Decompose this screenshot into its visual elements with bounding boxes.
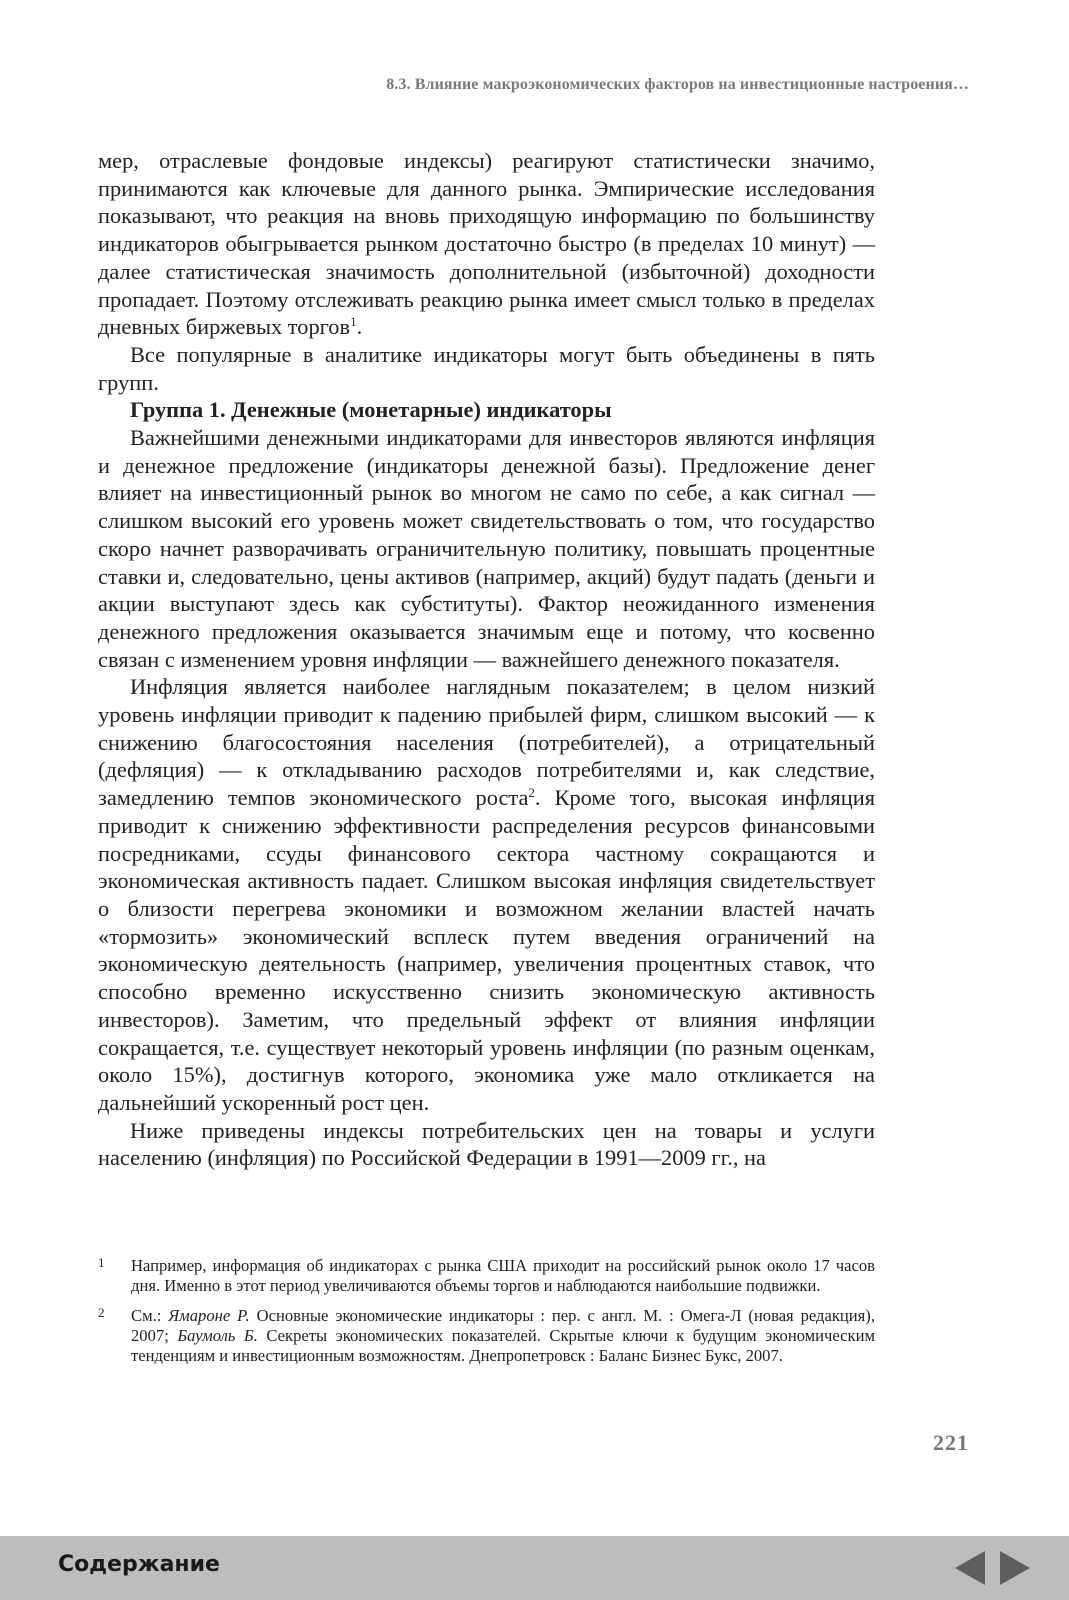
paragraph: Ниже приведены индексы потребительских цен на товары и услуги населению (инфляция) по Российской Федерации в 1991—2009 гг., на <box>98 1117 875 1171</box>
paragraph: Инфляция является наиболее наглядным показателем; в целом низкий уровень инфляции приводит к падению прибылей фирм, слишком высокий — к снижению благосостояния населения (потребителей), а отрицательный (дефляция) — к откладыванию расходов потребителями и, как следствие, замедлению темпов экономического роста$^2$. Кроме того, высокая инфляция приводит к снижению эффективности распределения ресурсов финансовыми посредниками, ссуды финансового сектора частному сокращаются и экономическая активность падает. Слишком высокая инфляция свидетельствует о близости перегрева экономики и возможном желании властей начать «тормозить» экономический всплеск путем введения ограничений на экономическую деятельность (например, увеличения процентных ставок, что способно временно искусственно снизить экономическую активность инвесторов). Заметим, что предельный эффект от влияния инфляции сокращается, т.е. существует некоторый уровень инфляции (по разным оценкам, около 15%), достигнув которого, экономика уже мало откликается на дальнейший ускоренный рост цен. <box>98 674 875 1115</box>
paragraph: Важнейшими денежными индикаторами для инвесторов являются инфляция и денежное предложение (индикаторы денежной базы). Предложение денег влияет на инвестиционный рынок во многом не само по себе, а как сигнал — слишком высокий его уровень может свидетельствовать о том, что государство скоро начнет разворачивать ограничительную политику, повышать процентные ставки и, следовательно, цены активов (например, акций) будут падать (деньги и акции выступают здесь как субституты). Фактор неожиданного изменения денежного предложения оказывается значимым еще и потому, что косвенно связан с изменением уровня инфляции — важнейшего денежного показателя. <box>98 425 875 672</box>
author-name: Ямароне Р. <box>168 1306 250 1325</box>
page-number: 221 <box>933 1430 969 1455</box>
body-text <box>98 147 875 1172</box>
footnote-2: 2 См.: Ямароне Р. Основные экономические индикаторы : пер. с англ. М. : Омега-Л (новая редакция), 2007; Баумоль Б. Секреты экономических показателей. Скрытые ключи к будущим экономическим тенденциям и инвестиционным возможностям. Днепропетровск : Баланс Бизнес Букс, 2007. <box>98 1305 875 1365</box>
paragraph: Все популярные в аналитике индикаторы могут быть объединены в пять групп. <box>98 341 875 395</box>
section-heading: Группа 1. Денежные (монетарные) индикаторы <box>130 397 612 423</box>
footnotes <box>98 1256 875 1376</box>
footnote-mark: 1 <box>98 1255 105 1270</box>
next-page-icon[interactable] <box>1000 1551 1030 1585</box>
footnote-mark: 2 <box>98 1305 105 1320</box>
footnote-1 <box>98 1256 875 1296</box>
footnote-text: Например, информация об индикаторах с рынка США приходит на российский рынок около 17 часов дня. Именно в этот период увеличиваются объемы торгов и наблюдаются наибольшие подвижки. <box>131 1256 875 1295</box>
footnote-ref-2[interactable]: 2 <box>528 785 535 801</box>
running-head-title: 8.3. Влияние макроэкономических факторов на инвестиционные настроения… <box>386 76 969 93</box>
contents-button[interactable]: Содержание <box>58 1552 220 1577</box>
navigation-bar <box>0 1536 1069 1600</box>
previous-page-icon[interactable] <box>955 1551 985 1585</box>
footnote-ref-1[interactable]: 1 <box>350 314 357 330</box>
paragraph-continued: мер, отраслевые фондовые индексы) реагируют статистически значимо, принимаются как ключевые для данного рынка. Эмпирические исследования показывают, что реакция на вновь приходящую информацию по большинству индикаторов обыгрывается рынком достаточно быстро (в пределах 10 минут) — далее статистическая значимость дополнительной (избыточной) доходности пропадает. Поэтому отслеживать реакцию рынка имеет смысл только в пределах дневных биржевых торгов$^1$. <box>98 148 875 340</box>
author-name: Баумоль Б. <box>177 1326 258 1345</box>
